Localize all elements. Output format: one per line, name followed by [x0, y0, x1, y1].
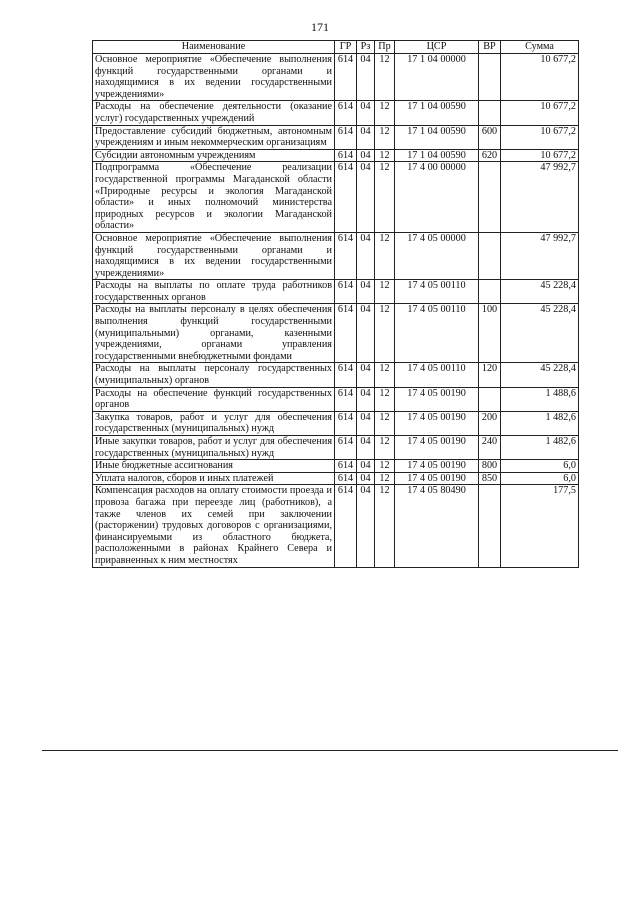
cell-pr: 12: [375, 304, 395, 363]
cell-sum: 47 992,7: [501, 232, 579, 279]
cell-pr: 12: [375, 485, 395, 567]
cell-gr: 614: [335, 485, 357, 567]
cell-vr: 100: [479, 304, 501, 363]
cell-gr: 614: [335, 460, 357, 473]
cell-name: Расходы на выплаты по оплате труда работников государственных органов: [93, 280, 335, 304]
cell-pr: 12: [375, 101, 395, 125]
cell-csr: 17 4 05 00000: [395, 232, 479, 279]
cell-name: Закупка товаров, работ и услуг для обеспечения государственных (муниципальных) нужд: [93, 411, 335, 435]
table-row: [93, 472, 579, 485]
cell-pr: 12: [375, 125, 395, 149]
cell-rz: 04: [357, 460, 375, 473]
cell-gr: 614: [335, 280, 357, 304]
cell-gr: 614: [335, 54, 357, 101]
cell-pr: 12: [375, 162, 395, 233]
cell-name: Субсидии автономным учреждениям: [93, 149, 335, 162]
cell-sum: 10 677,2: [501, 149, 579, 162]
cell-vr: [479, 232, 501, 279]
cell-rz: 04: [357, 54, 375, 101]
table-row: [93, 232, 579, 279]
cell-sum: 6,0: [501, 472, 579, 485]
cell-name: Расходы на обеспечение деятельности (оказание услуг) государственных учреждений: [93, 101, 335, 125]
cell-rz: 04: [357, 411, 375, 435]
header-name: Наименование: [93, 41, 335, 54]
cell-sum: 45 228,4: [501, 304, 579, 363]
cell-gr: 614: [335, 472, 357, 485]
cell-pr: 12: [375, 280, 395, 304]
cell-vr: 800: [479, 460, 501, 473]
cell-vr: [479, 101, 501, 125]
cell-sum: 1 482,6: [501, 436, 579, 460]
cell-csr: 17 4 05 00110: [395, 304, 479, 363]
cell-pr: 12: [375, 232, 395, 279]
cell-gr: 614: [335, 162, 357, 233]
cell-rz: 04: [357, 387, 375, 411]
cell-rz: 04: [357, 101, 375, 125]
cell-csr: 17 1 04 00000: [395, 54, 479, 101]
cell-csr: 17 4 05 00190: [395, 411, 479, 435]
page-number: 171: [311, 20, 329, 34]
table-row: [93, 436, 579, 460]
cell-csr: 17 1 04 00590: [395, 101, 479, 125]
table-row: [93, 162, 579, 233]
cell-sum: 1 482,6: [501, 411, 579, 435]
table-row: [93, 101, 579, 125]
cell-vr: [479, 387, 501, 411]
cell-csr: 17 4 00 00000: [395, 162, 479, 233]
cell-sum: 47 992,7: [501, 162, 579, 233]
cell-name: Иные бюджетные ассигнования: [93, 460, 335, 473]
budget-table: [92, 40, 579, 568]
cell-sum: 1 488,6: [501, 387, 579, 411]
header-vr: ВР: [479, 41, 501, 54]
cell-csr: 17 4 05 00110: [395, 363, 479, 387]
cell-name: Подпрограмма «Обеспечение реализации государственной программы Магаданской области «Природные ресурсы и экология Магаданской области» и иных полномочий министерства природных ресурсов и экологии Магаданской области»: [93, 162, 335, 233]
table-header-row: [93, 41, 579, 54]
cell-rz: 04: [357, 280, 375, 304]
cell-rz: 04: [357, 162, 375, 233]
cell-csr: 17 1 04 00590: [395, 149, 479, 162]
cell-rz: 04: [357, 436, 375, 460]
cell-vr: [479, 280, 501, 304]
header-csr: ЦСР: [395, 41, 479, 54]
cell-gr: 614: [335, 411, 357, 435]
cell-name: Компенсация расходов на оплату стоимости проезда и провоза багажа при переезде лиц (работников), а также членов их семей при заключении (расторжении) трудовых договоров с организациями, финансируемыми из областного бюджета, расположенными в районах Крайнего Севера и приравненных к ним местностях: [93, 485, 335, 567]
header-sum: Сумма: [501, 41, 579, 54]
cell-name: Иные закупки товаров, работ и услуг для обеспечения государственных (муниципальных) нужд: [93, 436, 335, 460]
cell-vr: 600: [479, 125, 501, 149]
table-row: [93, 460, 579, 473]
cell-rz: 04: [357, 363, 375, 387]
header-gr: ГР: [335, 41, 357, 54]
cell-csr: 17 4 05 00110: [395, 280, 479, 304]
cell-gr: 614: [335, 436, 357, 460]
cell-pr: 12: [375, 149, 395, 162]
table-row: [93, 280, 579, 304]
cell-sum: 10 677,2: [501, 101, 579, 125]
cell-rz: 04: [357, 485, 375, 567]
cell-vr: 200: [479, 411, 501, 435]
cell-rz: 04: [357, 232, 375, 279]
cell-sum: 10 677,2: [501, 54, 579, 101]
table-row: [93, 304, 579, 363]
table-row: [93, 485, 579, 567]
table-row: [93, 363, 579, 387]
table-row: [93, 125, 579, 149]
cell-name: Основное мероприятие «Обеспечение выполнения функций государственными органами и находящимися в их ведении государственными учреждениями»: [93, 54, 335, 101]
cell-gr: 614: [335, 363, 357, 387]
cell-name: Уплата налогов, сборов и иных платежей: [93, 472, 335, 485]
cell-vr: 240: [479, 436, 501, 460]
table-row: [93, 411, 579, 435]
cell-pr: 12: [375, 387, 395, 411]
cell-csr: 17 4 05 00190: [395, 387, 479, 411]
cell-gr: 614: [335, 101, 357, 125]
cell-sum: 10 677,2: [501, 125, 579, 149]
cell-vr: [479, 485, 501, 567]
cell-rz: 04: [357, 304, 375, 363]
cell-pr: 12: [375, 411, 395, 435]
cell-name: Расходы на обеспечение функций государственных органов: [93, 387, 335, 411]
table-row: [93, 54, 579, 101]
cell-csr: 17 4 05 00190: [395, 460, 479, 473]
cell-csr: 17 4 05 80490: [395, 485, 479, 567]
cell-pr: 12: [375, 472, 395, 485]
cell-gr: 614: [335, 304, 357, 363]
cell-vr: [479, 162, 501, 233]
cell-sum: 45 228,4: [501, 280, 579, 304]
cell-vr: 620: [479, 149, 501, 162]
cell-csr: 17 4 05 00190: [395, 436, 479, 460]
header-pr: Пр: [375, 41, 395, 54]
cell-pr: 12: [375, 460, 395, 473]
cell-gr: 614: [335, 232, 357, 279]
cell-csr: 17 4 05 00190: [395, 472, 479, 485]
cell-gr: 614: [335, 387, 357, 411]
cell-vr: [479, 54, 501, 101]
cell-name: Основное мероприятие «Обеспечение выполнения функций государственными органами и находящимися в их ведении государственными учреждениями»: [93, 232, 335, 279]
cell-vr: 850: [479, 472, 501, 485]
cell-sum: 45 228,4: [501, 363, 579, 387]
cell-rz: 04: [357, 149, 375, 162]
table-row: [93, 149, 579, 162]
cell-rz: 04: [357, 472, 375, 485]
cell-sum: 6,0: [501, 460, 579, 473]
cell-name: Предоставление субсидий бюджетным, автономным учреждениям и иным некоммерческим организациям: [93, 125, 335, 149]
cell-csr: 17 1 04 00590: [395, 125, 479, 149]
cell-name: Расходы на выплаты персоналу государственных (муниципальных) органов: [93, 363, 335, 387]
cell-vr: 120: [479, 363, 501, 387]
cell-pr: 12: [375, 436, 395, 460]
cell-name: Расходы на выплаты персоналу в целях обеспечения выполнения функций государственными (муниципальными) органами, казенными учреждениями, органами управления государственными внебюджетными фондами: [93, 304, 335, 363]
cell-pr: 12: [375, 54, 395, 101]
cell-gr: 614: [335, 149, 357, 162]
cell-pr: 12: [375, 363, 395, 387]
table-row: [93, 387, 579, 411]
cell-gr: 614: [335, 125, 357, 149]
bottom-rule: [42, 750, 618, 751]
cell-sum: 177,5: [501, 485, 579, 567]
cell-rz: 04: [357, 125, 375, 149]
header-rz: Рз: [357, 41, 375, 54]
